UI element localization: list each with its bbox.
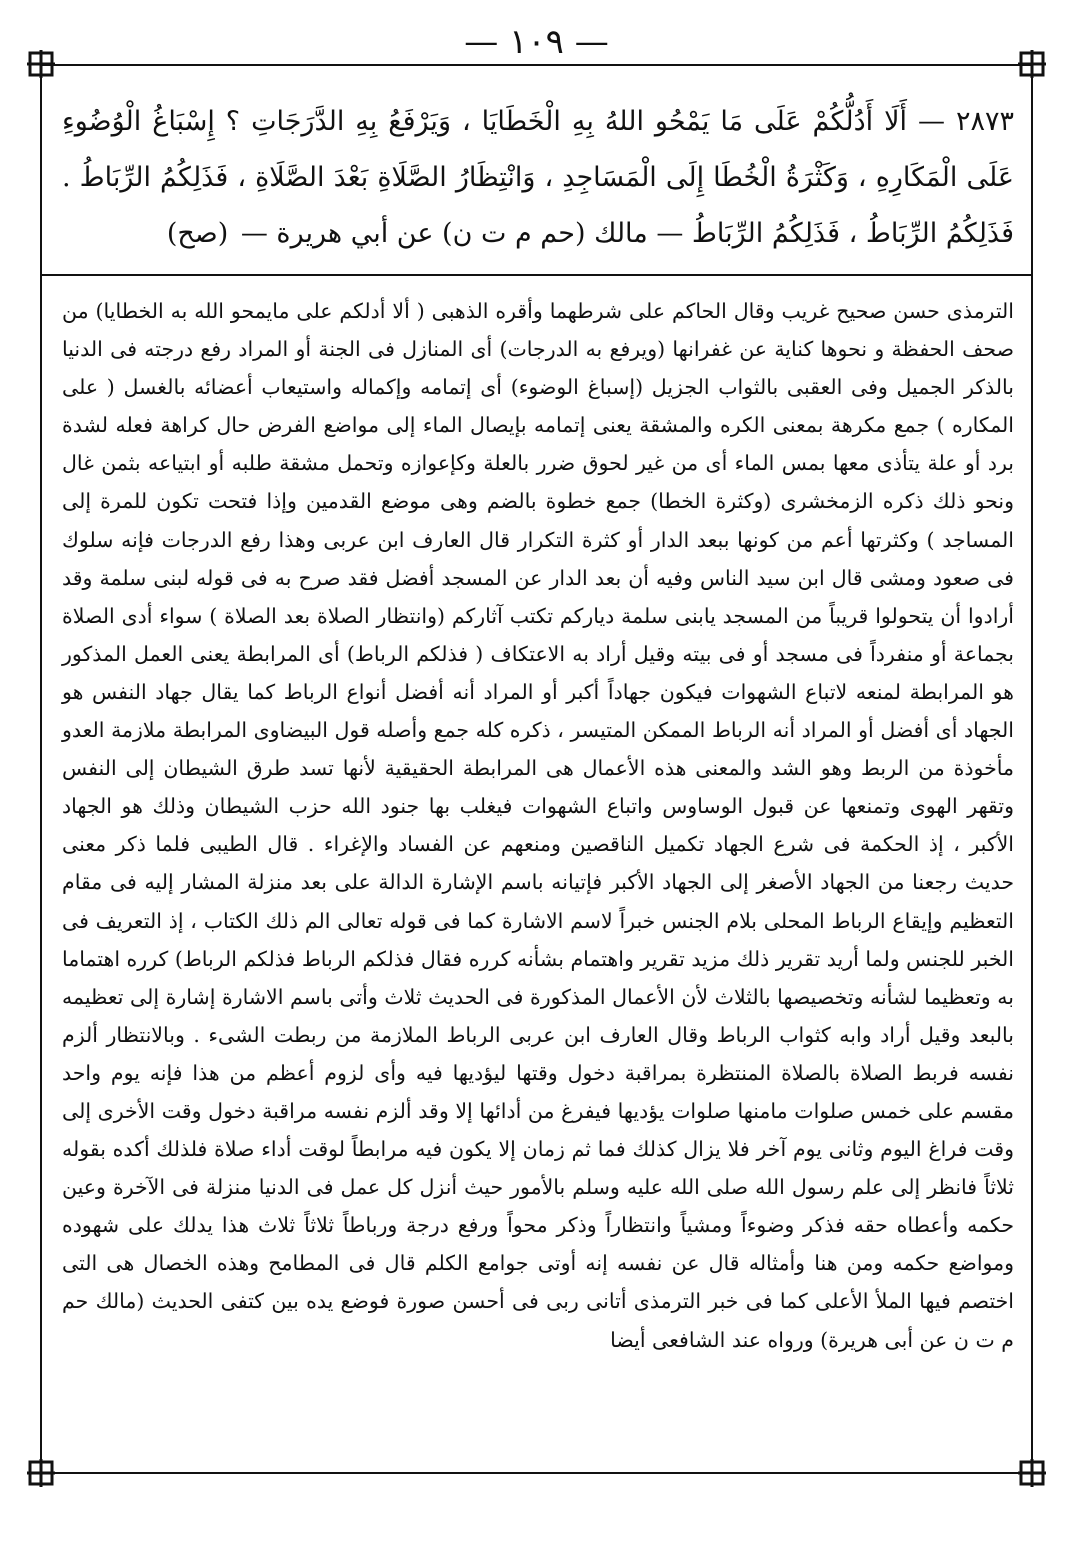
commentary-text-block xyxy=(62,292,1014,1512)
section-divider xyxy=(40,274,1033,276)
ornament-bottom-right-icon xyxy=(1018,1459,1046,1487)
ornament-top-right-icon xyxy=(1018,50,1046,78)
hadith-text: ٢٨٧٣ — أَلَا أَدُلُّكُمْ عَلَى مَا يَمْحُو اللهُ بِهِ الْخَطَايَا ، وَيَرْفَعُ بِهِ الدَّرَجَاتِ ؟ إِسْبَاغُ الْوُضُوءِ عَلَى الْمَكَارِهِ ، وَكَثْرَةُ الْخُطَا إِلَى الْمَسَاجِدِ ، وَانْتِظَارُ الصَّلَاةِ بَعْدَ الصَّلَاةِ ، فَذَلِكُمُ الرِّبَاطُ . فَذَلِكُمُ الرِّبَاطُ ، فَذَلِكُمُ الرِّبَاطُ — مالك (حم م ت ن) عن أبي هريرة — xyxy=(62,106,1014,249)
hadith-text-block xyxy=(62,94,1014,262)
ornament-top-left-icon xyxy=(27,50,55,78)
frame-top-rule xyxy=(40,64,1033,66)
commentary-paragraph: الترمذى حسن صحيح غريب وقال الحاكم على شرطهما وأقره الذهبى ( ألا أدلكم على مايمحو الله به الخطايا) من صحف الحفظة و نحوها كناية عن غفرانها (ويرفع به الدرجات) أى المنازل فى الجنة أو المراد رفع درجته فى الدنيا بالذكر الجميل وفى العقبى بالثواب الجزيل (إسباغ الوضوء) أى إتمامه وإكماله واستيعاب أعضائه بالغسل ( على المكاره ) جمع مكرهة بمعنى الكره والمشقة يعنى إتمامه بإيصال الماء إلى مواضع الفرض حال كراهة فعله لشدة برد أو علة يتأذى معها بمس الماء أى من غير لحوق ضرر بالعلة وكإعوازه وتحمل مشقة طلبه أو ابتياعه بثمن غال ونحو ذلك ذكره الزمخشرى (وكثرة الخطا) جمع خطوة بالضم وهى موضع القدمين وإذا فتحت تكون للمرة إلى المساجد ) وكثرتها أعم من كونها ببعد الدار أو كثرة التكرار قال العارف ابن عربى وهذا رفع الدرجات فإنه سلوك فى صعود ومشى قال ابن سيد الناس وفيه أن بعد الدار عن المسجد أفضل فقد صرح به فى قوله لبنى سلمة وقد أرادوا أن يتحولوا قريباً من المسجد يابنى سلمة دياركم تكتب آثاركم (وانتظار الصلاة بعد الصلاة ) سواء أدى الصلاة بجماعة أو منفرداً فى مسجد أو فى بيته وقيل أراد به الاعتكاف ( فذلكم الرباط) أى المرابطة يعنى العمل المذكور هو المرابطة لمنعه لاتباع الشهوات فيكون جهاداً أكبر أو المراد أنه أفضل أنواع الرباط كما يقال جهاد النفس هو الجهاد أى أفضل أو المراد أنه الرباط الممكن المتيسر ، ذكره كله جمع وأصله قول البيضاوى المرابطة ملازمة العدو مأخوذة من الربط وهو الشد والمعنى هذه الأعمال هى المرابطة الحقيقية لأنها تسد طرق الشيطان إلى النفس وتقهر الهوى وتمنعها عن قبول الوساوس واتباع الشهوات فيغلب بها جنود الله حزب الشيطان وذلك هو الجهاد الأكبر ، إذ الحكمة فى شرع الجهاد تكميل الناقصين ومنعهم عن الفساد والإغراء . قال الطيبى فلما ذكر معنى حديث رجعنا من الجهاد الأصغر إلى الجهاد الأكبر فإتيانه باسم الإشارة الدالة على بعد منزلة المشار إليه فى مقام التعظيم وإيقاع الرباط المحلى بلام الجنس خبراً لاسم الاشارة كما فى قوله تعالى الم ذلك الكتاب ، إذ التعريف فى الخبر للجنس ولما أريد تقرير ذلك مزيد تقرير واهتمام بشأنه كرره فقال فذلكم الرباط فذلكم الرباط) كرره اهتماما به وتعظيما لشأنه وتخصيصها بالثلاث لأن الأعمال المذكورة فى الحديث ثلاث وأتى باسم الاشارة إشارة إلى تعظيمه بالبعد وقيل أراد وابه كثواب الرباط وقال العارف ابن عربى الرباط الملازمة من ربطت الشىء . وبالانتظار ألزم نفسه فربط الصلاة بالصلاة المنتظرة بمراقبة دخول وقتها ليؤديها فيه وأى لزوم أعظم من هذا فإنه يوم واحد مقسم على خمس صلوات مامنها صلوات يؤديها فيفرغ من أدائها إلا وقد ألزم نفسه مراقبة دخول وقت الأخرى إلى وقت فراغ اليوم وثانى يوم آخر فلا يزال كذلك فما ثم زمان إلا يكون فيه مرابطاً لوقت أداء صلاة فلذلك أكده بقوله ثلاثاً فانظر إلى علم رسول الله صلى الله عليه وسلم بالأمور حيث أنزل كل عمل فى الدنيا منزلة فى الآخرة وعين حكمه وأعطاه حقه فذكر وضوءاً ومشياً وانتظاراً وذكر محواً ورفع درجة ورباطاً ثلاثاً ثلاث هذا يدلك على شهوده ومواضع حكمه ومن هنا وأمثاله قال عن نفسه إنه أوتى جوامع الكلم قال فى المطامح وهذه الخصال هى التى اختصم فيها الملأ الأعلى كما فى خبر الترمذى أتانى ربى فى أحسن صورة فوضع يده بين كتفى الحديث (مالك حم م ت ن عن أبى هريرة) ورواه عند الشافعى أيضا xyxy=(62,299,1014,1352)
hadith-paragraph xyxy=(62,94,1014,262)
hadith-grade: (صح) xyxy=(166,218,229,249)
page-number: — ١٠٩ — xyxy=(464,22,609,62)
ornament-bottom-left-icon xyxy=(27,1459,55,1487)
